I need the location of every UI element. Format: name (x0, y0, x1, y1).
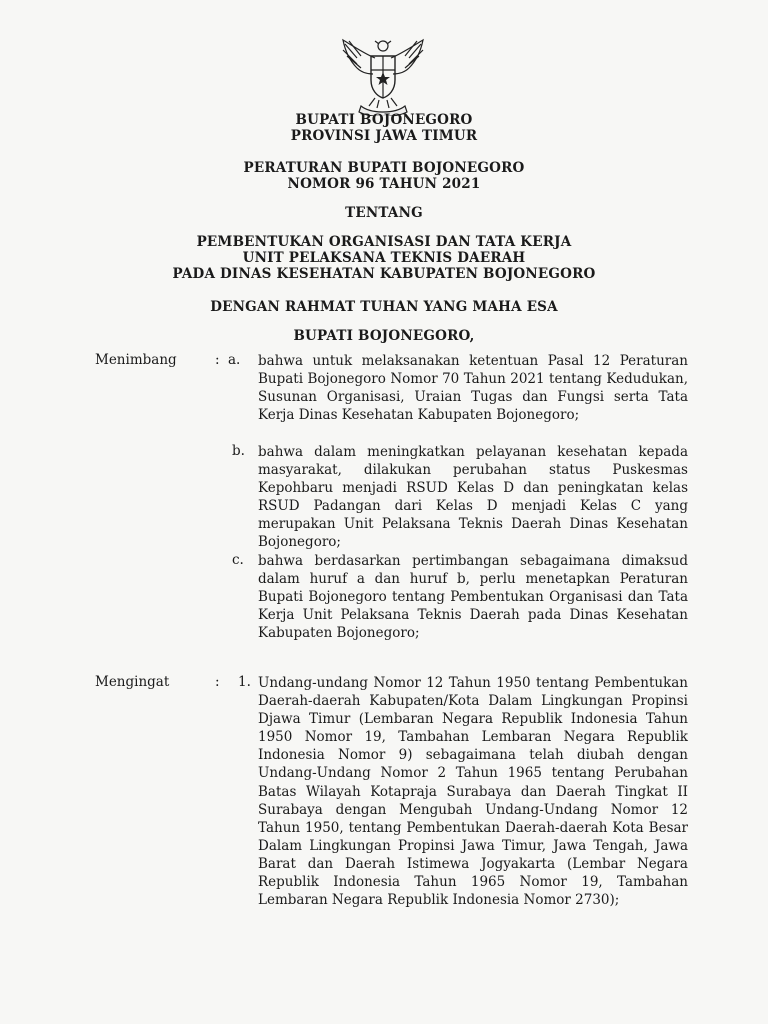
preamble-text: DENGAN RAHMAT TUHAN YANG MAHA ESA (210, 299, 558, 315)
menimbang-marker-b: b. (232, 443, 245, 459)
authority-line-1: BUPATI BOJONEGORO (295, 112, 473, 128)
mengingat-item-1: Undang-undang Nomor 12 Tahun 1950 tentang Pembentukan Daerah-daerah Kabupaten/Kota Dalam Lingkungan Propinsi Djawa Timur (Lembaran Negara Republik Indonesia Tahun 1950 Nomor 19, Tambahan Lembaran Negara Republik Indonesia Nomor 9) sebagaimana telah diubah dengan Undang-Undang Nomor 2 Tahun 1965 tentang Perubahan Batas Wilayah Kotapraja Surabaya dan Daerah Tingkat II Surabaya dengan Mengubah Undang-Undang Nomor 12 Tahun 1950, tentang Pembentukan Daerah-daerah Kota Besar Dalam Lingkungan Propinsi Jawa Timur, Jawa Tengah, Jawa Barat dan Daerah Istimewa Jogyakarta (Lembar Negara Republik Indonesia Tahun 1965 Nomor 19, Tambahan Lembaran Negara Republik Indonesia Nomor 2730); (258, 675, 688, 909)
about-heading (0, 205, 768, 221)
mengingat-colon: : (215, 674, 220, 690)
authority-block (0, 112, 768, 144)
menimbang-item-a: bahwa untuk melaksanakan ketentuan Pasal 12 Peraturan Bupati Bojonegoro Nomor 70 Tahun 2021 tentang Kedudukan, Susunan Organisasi, Uraian Tugas dan Fungsi serta Tata Kerja Dinas Kesehatan Kabupaten Bojonegoro; (258, 353, 688, 424)
preamble (0, 299, 768, 315)
issuer-text: BUPATI BOJONEGORO, (293, 328, 475, 344)
menimbang-item-c: bahwa berdasarkan pertimbangan sebagaimana dimaksud dalam huruf a dan huruf b, perlu menetapkan Peraturan Bupati Bojonegoro tentang Pembentukan Organisasi dan Tata Kerja Unit Pelaksana Teknis Daerah pada Dinas Kesehatan Kabupaten Bojonegoro; (258, 553, 688, 642)
regulation-number: NOMOR 96 TAHUN 2021 (287, 176, 481, 192)
garuda-emblem-icon (335, 36, 431, 116)
regulation-title: PERATURAN BUPATI BOJONEGORO (243, 160, 525, 176)
subject-line-1: PEMBENTUKAN ORGANISASI DAN TATA KERJA (196, 234, 572, 250)
regulation-block (0, 160, 768, 192)
menimbang-marker-c: c. (232, 552, 244, 568)
menimbang-item-b: bahwa dalam meningkatkan pelayanan kesehatan kepada masyarakat, dilakukan perubahan status Puskesmas Kepohbaru menjadi RSUD Kelas D dan peningkatan kelas RSUD Padangan dari Kelas D menjadi Kelas C yang merupakan Unit Pelaksana Teknis Daerah Dinas Kesehatan Bojonegoro; (258, 444, 688, 551)
mengingat-label: Mengingat (95, 674, 170, 690)
issuer (0, 328, 768, 344)
subject-block (0, 234, 768, 282)
authority-line-2: PROVINSI JAWA TIMUR (290, 128, 478, 144)
menimbang-marker-a: a. (228, 352, 241, 368)
menimbang-label: Menimbang (95, 352, 177, 368)
about-text: TENTANG (345, 205, 423, 221)
menimbang-colon: : (215, 352, 220, 368)
subject-line-2: UNIT PELAKSANA TEKNIS DAERAH (242, 250, 526, 266)
mengingat-marker-1: 1. (238, 674, 251, 690)
subject-line-3: PADA DINAS KESEHATAN KABUPATEN BOJONEGORO (172, 266, 596, 282)
